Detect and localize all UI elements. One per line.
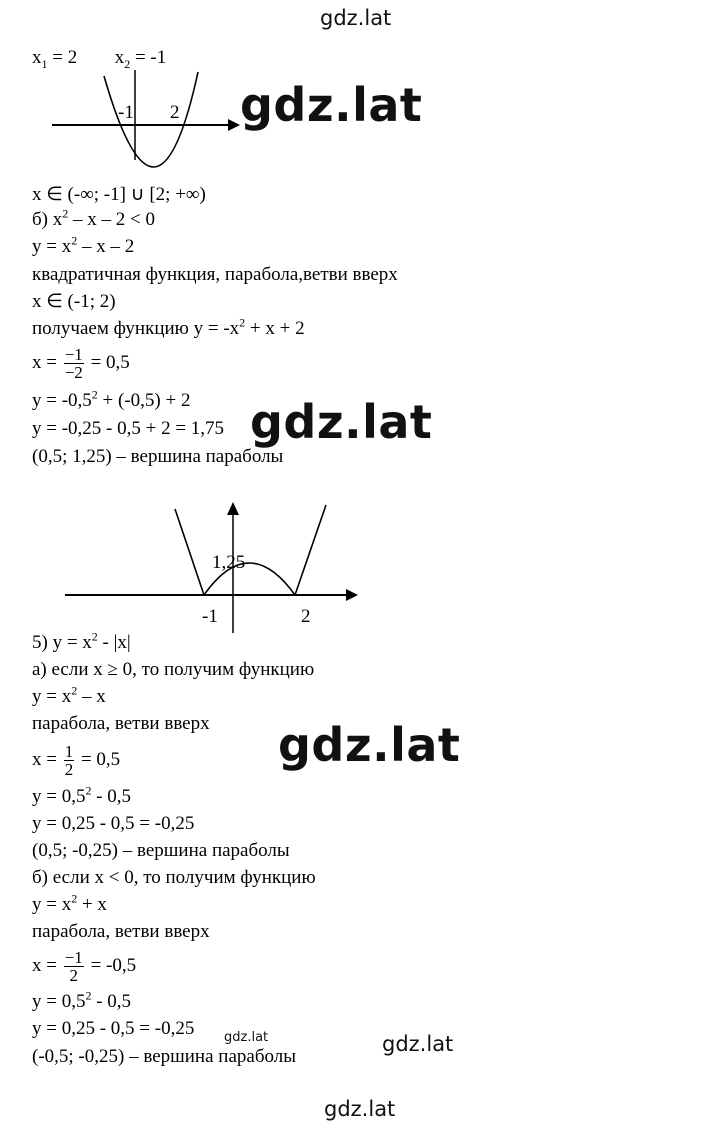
description-b: парабола, ветви вверх	[32, 921, 210, 942]
vertex-x-a: x = $\frac{1}{2}$ = 0,5	[32, 742, 121, 780]
case-b: б) если x < 0, то получим функцию	[32, 867, 316, 888]
problem-5: 5) $y = x^2 - |x|$	[32, 629, 131, 653]
interval-b: x ∈ (-1; 2)	[32, 291, 116, 312]
vertex-x-b: x = $\frac{-1}{2}$ = -0,5	[32, 948, 137, 986]
watermark-bottom: gdz.lat	[324, 1097, 396, 1121]
watermark-top: gdz.lat	[320, 6, 392, 30]
vertex-y-1a: $y = -0,5^2 + (-0,5) + 2$	[32, 387, 191, 411]
function-yb: $y = x^2 + x$	[32, 891, 107, 915]
graph1-label-neg1: -1	[118, 102, 134, 123]
function-transformed: получаем функцию $y = -x^2 + x + 2$	[32, 315, 305, 339]
watermark-right-bottom: gdz.lat	[382, 1032, 454, 1056]
vertex-y-a2: y = 0,25 - 0,5 = -0,25	[32, 813, 195, 834]
vertex-y-a: $y = 0,5^2 - 0,5$	[32, 783, 132, 807]
parabola-graph-2	[60, 495, 370, 635]
parabola-graph-1	[40, 70, 260, 180]
vertex-y-b2: y = 0,25 - 0,5 = -0,25	[32, 1018, 195, 1039]
description-1: квадратичная функция, парабола,ветви вверх	[32, 264, 398, 285]
case-a: а) если x ≥ 0, то получим функцию	[32, 659, 315, 680]
graph1-label-2: 2	[170, 102, 180, 123]
vertex-a: (0,5; -0,25) – вершина параболы	[32, 840, 290, 861]
watermark-big-3: gdz.lat	[278, 718, 461, 772]
vertex-1: (0,5; 1,25) – вершина параболы	[32, 446, 284, 467]
inequality-b: б) $x^2 - x - 2 < 0$	[32, 206, 155, 230]
function-y1: $y = x^2 - x - 2$	[32, 233, 135, 257]
vertex-x-1: x = $\frac{-1}{-2}$ = 0,5	[32, 345, 130, 383]
roots-line: $x_1 = 2$ $x_2 = -1$	[32, 47, 167, 71]
vertex-y-b: $y = 0,5^2 - 0,5$	[32, 988, 132, 1012]
watermark-big-1: gdz.lat	[240, 78, 423, 132]
watermark-big-2: gdz.lat	[250, 395, 433, 449]
function-ya: $y = x^2 - x$	[32, 683, 106, 707]
description-a: парабола, ветви вверх	[32, 713, 210, 734]
graph2-label-neg1: -1	[202, 606, 218, 627]
vertex-y-1b: y = -0,25 - 0,5 + 2 = 1,75	[32, 418, 225, 439]
interval-a: x ∈ (-∞; -1] ∪ [2; +∞)	[32, 184, 206, 205]
vertex-b: (-0,5; -0,25) – вершина параболы	[32, 1046, 296, 1067]
watermark-tiny: gdz.lat	[224, 1030, 269, 1045]
graph2-label-125: 1,25	[212, 552, 246, 573]
graph2-label-2: 2	[301, 606, 311, 627]
